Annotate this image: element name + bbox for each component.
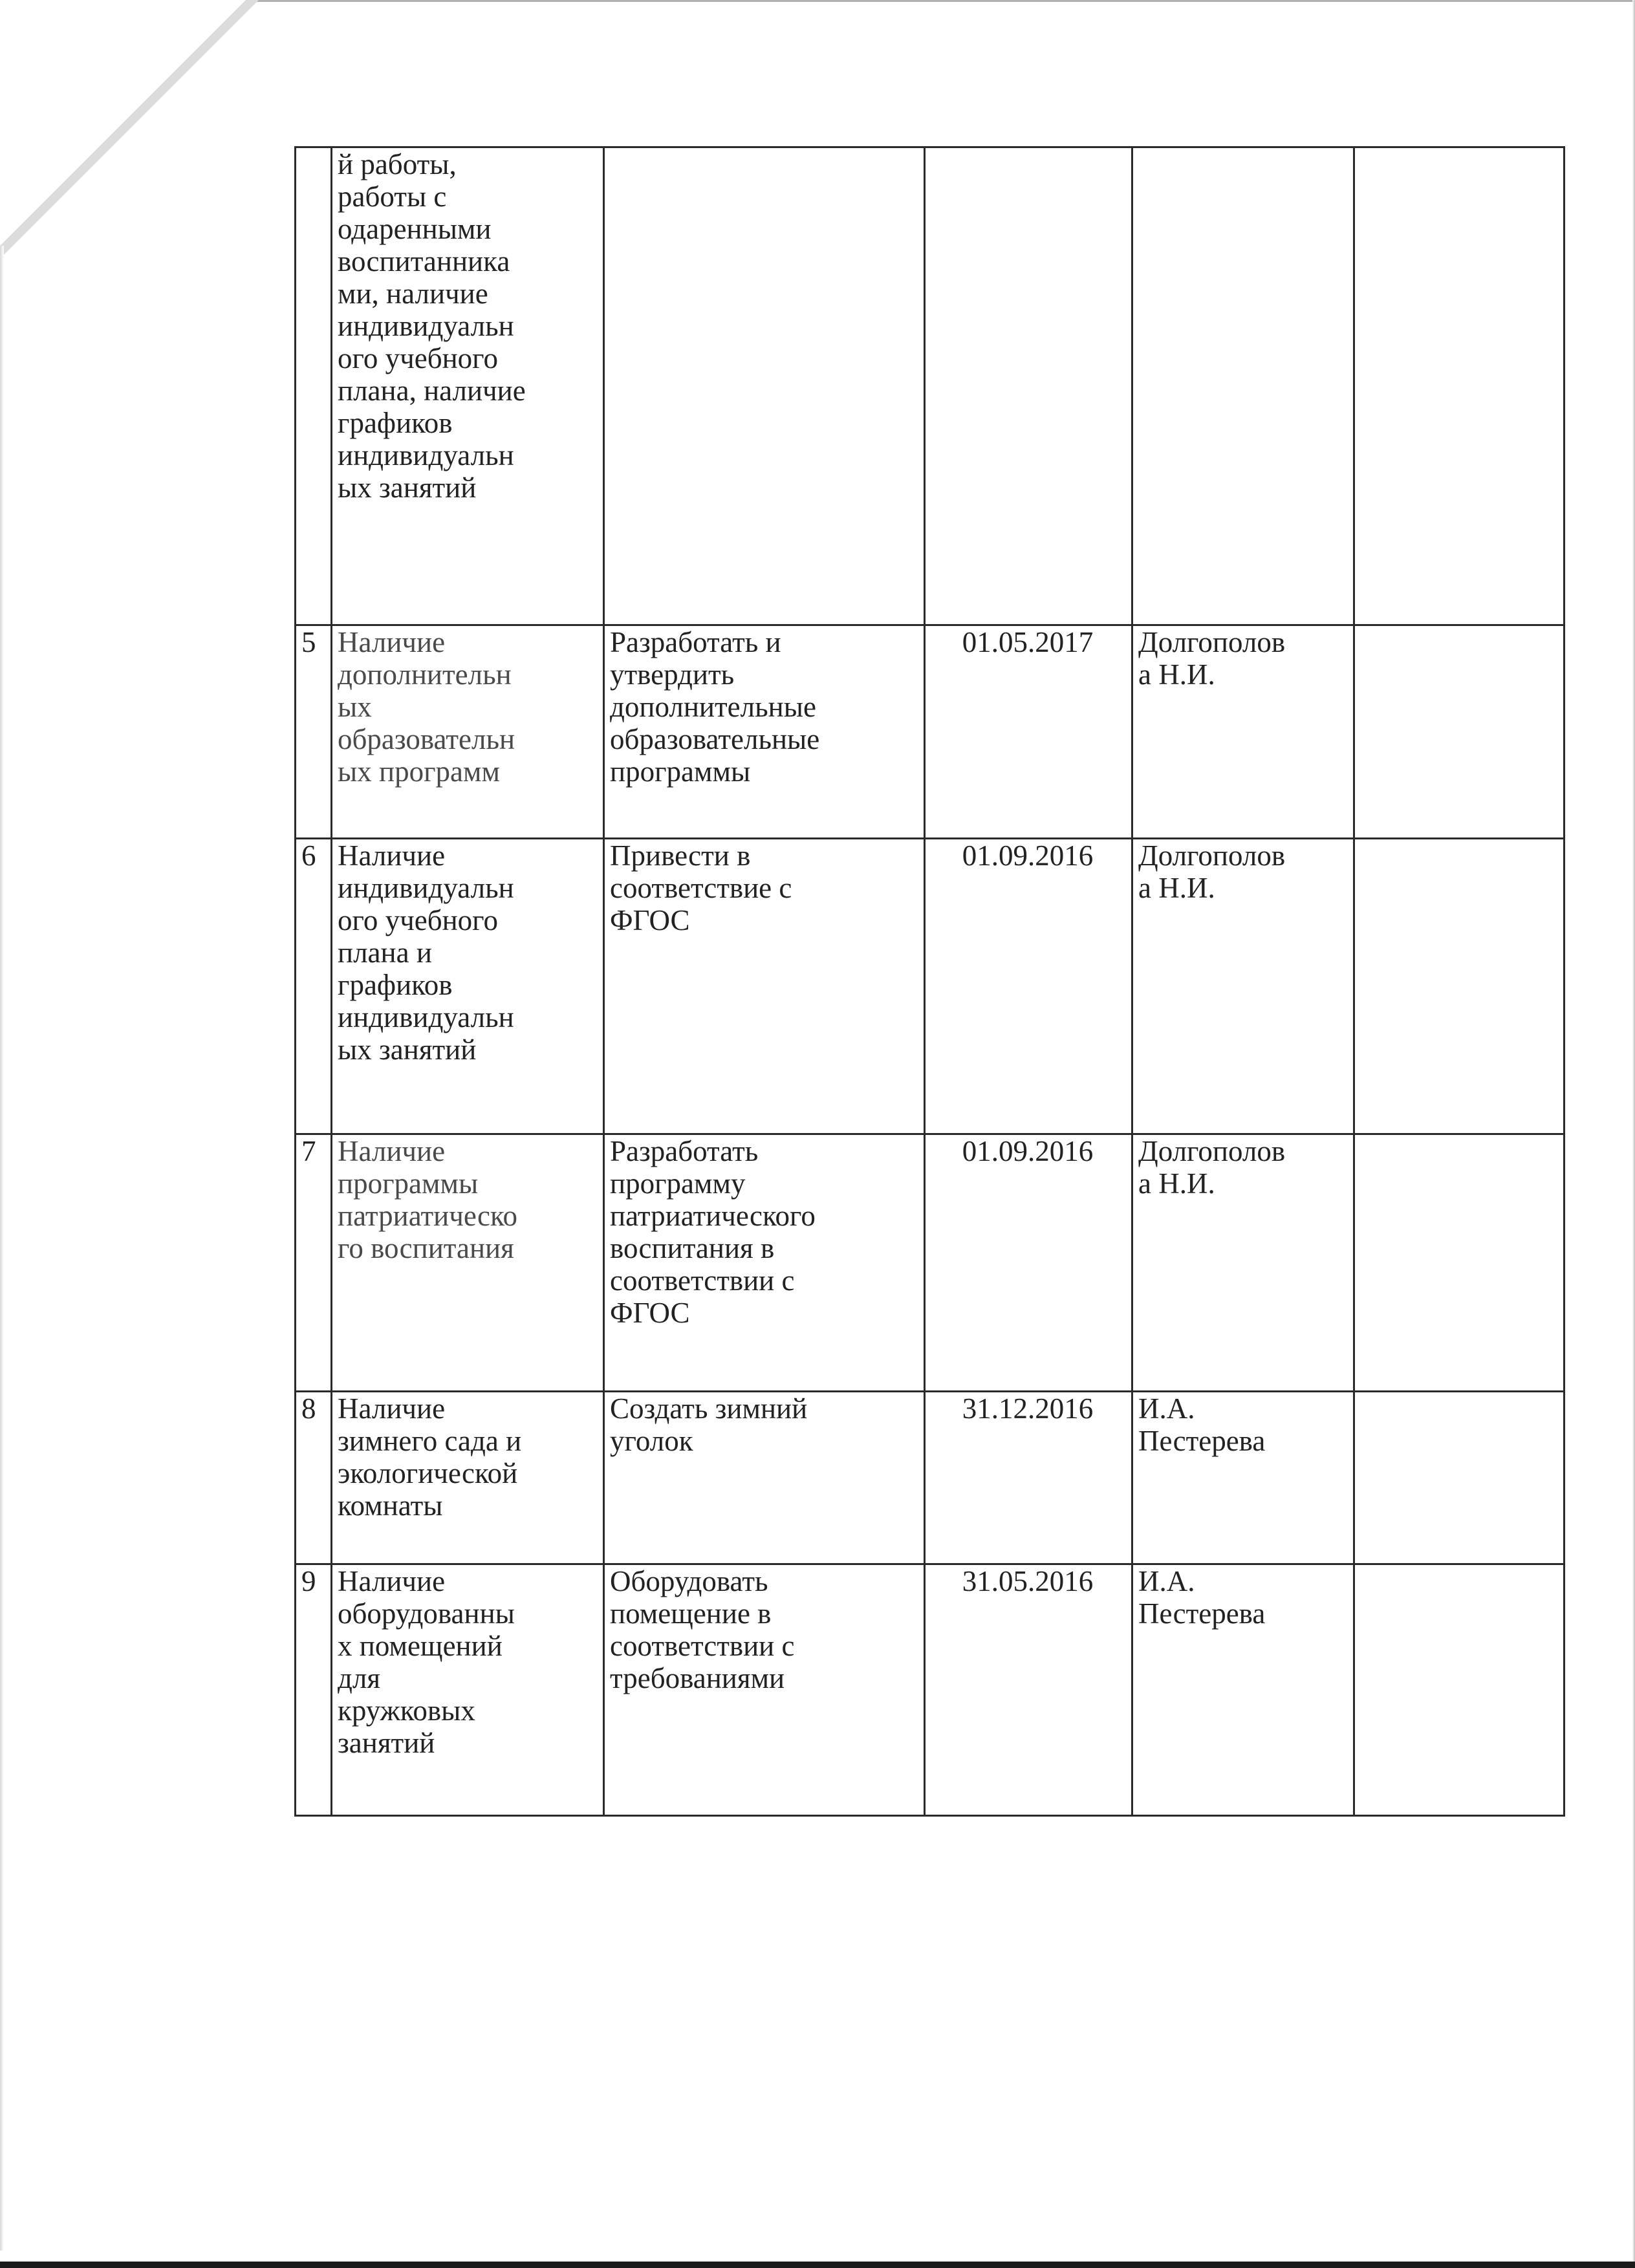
criterion-cell — [332, 839, 604, 1134]
criterion-cell — [332, 1134, 604, 1392]
responsible-cell — [1132, 625, 1354, 839]
scan-edge-top — [213, 0, 1635, 2]
criterion-cell — [332, 625, 604, 839]
table-row — [296, 1564, 1565, 1816]
criterion-cell — [332, 1392, 604, 1564]
row-number-cell — [296, 1134, 332, 1392]
action-cell — [604, 1564, 925, 1816]
date-cell — [925, 839, 1132, 1134]
row-number: 8 — [301, 1392, 316, 1425]
criterion-text: й работы, работы с одаренными воспитанника ми, наличие индивидуальн ого учебного плана, наличие графиков индивидуальн ых занятий — [338, 148, 526, 504]
action-cell — [604, 1134, 925, 1392]
table-row — [296, 625, 1565, 839]
action-cell — [604, 147, 925, 625]
responsible-cell — [1132, 147, 1354, 625]
criterion-text: Наличие индивидуальн ого учебного плана и графиков индивидуальн ых занятий — [338, 839, 514, 1066]
date-cell — [925, 1392, 1132, 1564]
row-number-cell — [296, 1564, 332, 1816]
note-cell — [1354, 1564, 1565, 1816]
row-number: 7 — [301, 1135, 316, 1167]
action-cell — [604, 1392, 925, 1564]
date-text: 31.05.2016 — [962, 1565, 1094, 1597]
note-cell — [1354, 625, 1565, 839]
note-cell — [1354, 1392, 1565, 1564]
table-row — [296, 1134, 1565, 1392]
scan-edge-right — [1632, 0, 1635, 2268]
date-text: 01.09.2016 — [962, 839, 1094, 872]
row-number-cell — [296, 147, 332, 625]
date-cell — [925, 1134, 1132, 1392]
note-cell — [1354, 1134, 1565, 1392]
row-number: 9 — [301, 1565, 316, 1597]
folded-corner-inner — [0, 0, 246, 246]
row-number-cell — [296, 839, 332, 1134]
action-text: Создать зимний уголок — [610, 1392, 808, 1457]
date-cell — [925, 625, 1132, 839]
action-text: Привести в соответствие с ФГОС — [610, 839, 792, 936]
date-cell — [925, 147, 1132, 625]
scan-bottom-edge — [0, 2262, 1635, 2268]
row-number-cell — [296, 625, 332, 839]
action-text: Оборудовать помещение в соответствии с требованиями — [610, 1565, 795, 1694]
criterion-cell — [332, 147, 604, 625]
row-number: 6 — [301, 839, 316, 872]
action-cell — [604, 839, 925, 1134]
criterion-text: Наличие дополнительн ых образовательн ых программ — [338, 626, 515, 788]
responsible-text: Долгополов а Н.И. — [1138, 626, 1286, 691]
criterion-text: Наличие зимнего сада и экологической комнаты — [338, 1392, 522, 1522]
date-text: 01.09.2016 — [962, 1135, 1094, 1167]
date-text: 31.12.2016 — [962, 1392, 1094, 1425]
table-row — [296, 839, 1565, 1134]
responsible-text: И.А. Пестерева — [1138, 1565, 1266, 1630]
scan-edge-left — [0, 246, 4, 2251]
responsible-cell — [1132, 1564, 1354, 1816]
note-cell — [1354, 147, 1565, 625]
date-text: 01.05.2017 — [962, 626, 1094, 658]
table-row — [296, 1392, 1565, 1564]
responsible-text: Долгополов а Н.И. — [1138, 1135, 1286, 1200]
criterion-text: Наличие программы патриатическо го воспитания — [338, 1135, 518, 1264]
criterion-cell — [332, 1564, 604, 1816]
action-plan-table — [294, 146, 1565, 1817]
action-text: Разработать и утвердить дополнительные образовательные программы — [610, 626, 820, 788]
row-number-cell — [296, 1392, 332, 1564]
table-row — [296, 147, 1565, 625]
note-cell — [1354, 839, 1565, 1134]
responsible-text: И.А. Пестерева — [1138, 1392, 1266, 1457]
action-text: Разработать программу патриатического воспитания в соответствии с ФГОС — [610, 1135, 816, 1329]
date-cell — [925, 1564, 1132, 1816]
criterion-text: Наличие оборудованны х помещений для кружковых занятий — [338, 1565, 515, 1759]
row-number: 5 — [301, 626, 316, 658]
responsible-text: Долгополов а Н.И. — [1138, 839, 1286, 904]
action-cell — [604, 625, 925, 839]
responsible-cell — [1132, 1134, 1354, 1392]
responsible-cell — [1132, 839, 1354, 1134]
responsible-cell — [1132, 1392, 1354, 1564]
